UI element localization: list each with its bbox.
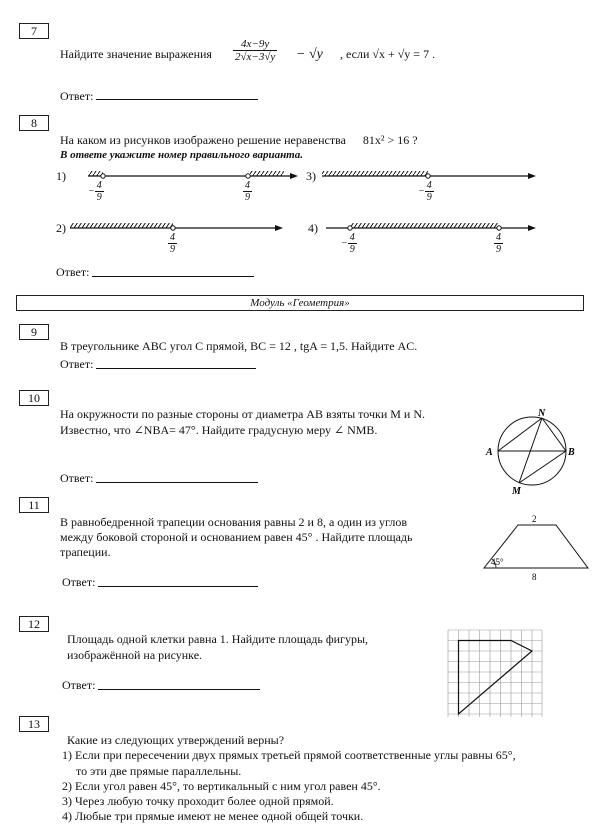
q7-prompt: Найдите значение выражения bbox=[60, 47, 212, 61]
q12-answer-label: Ответ: bbox=[62, 678, 96, 692]
q7-answer-field[interactable] bbox=[96, 99, 258, 100]
task-number-10: 10 bbox=[19, 390, 49, 406]
q7-fraction bbox=[233, 38, 277, 63]
q10-label-M: M bbox=[512, 486, 521, 497]
q11-trapezoid-diagram bbox=[474, 512, 594, 584]
q9-answer-label: Ответ: bbox=[60, 357, 94, 371]
q11-line-3: трапеции. bbox=[60, 545, 111, 559]
q11-top-label: 2 bbox=[532, 514, 537, 524]
q10-answer-field[interactable] bbox=[96, 482, 258, 483]
q8-option-2-label: 2) bbox=[56, 221, 66, 235]
q8-opt1-left-mark: − $\frac{4}{9}$ bbox=[88, 180, 102, 203]
q8-opt4-right-mark: $\frac{4}{9}$ bbox=[496, 232, 501, 255]
q8-number-lines bbox=[50, 162, 550, 262]
q13-question: Какие из следующих утверждений верны? bbox=[67, 733, 285, 747]
q13-statement-3: 3) Через любую точку проходит более одной прямой. bbox=[62, 794, 334, 808]
q11-line-1: В равнобедренной трапеции основания равны 2 и 8, а один из углов bbox=[60, 515, 408, 529]
q7-minus-sqrt: − √y bbox=[296, 47, 323, 62]
q13-statement-1a: 1) Если при пересечении двух прямых третьей прямой соответственные углы равны 65°, bbox=[62, 748, 516, 762]
q8-opt3-mark: − $\frac{4}{9}$ bbox=[418, 180, 432, 203]
q9-answer-field[interactable] bbox=[96, 368, 256, 369]
q8-option-4-label: 4) bbox=[308, 221, 318, 235]
q13-statement-2: 2) Если угол равен 45°, то вертикальный с ним угол равен 45°. bbox=[62, 779, 381, 793]
q12-line-2: изображённой на рисунке. bbox=[67, 648, 203, 662]
q12-answer-field[interactable] bbox=[98, 689, 260, 690]
task-number-8: 8 bbox=[19, 115, 49, 131]
q8-option-1[interactable] bbox=[88, 171, 298, 179]
q11-bottom-label: 8 bbox=[532, 572, 537, 582]
q13-statement-4: 4) Любые три прямые имеют не менее одной общей точки. bbox=[62, 809, 364, 823]
q8-instruction: В ответе укажите номер правильного варианта. bbox=[60, 149, 303, 161]
q10-label-N: N bbox=[538, 408, 546, 419]
q12-grid-figure bbox=[446, 628, 544, 720]
module-header: Модуль «Геометрия» bbox=[16, 295, 584, 311]
q8-option-1-label: 1) bbox=[56, 169, 66, 183]
q8-opt4-left-mark: − $\frac{4}{9}$ bbox=[341, 232, 355, 255]
q10-line-2: Известно, что ∠NBA= 47°. Найдите градусную меру ∠ NMB. bbox=[60, 423, 378, 437]
q13-statement-1b: то эти две прямые параллельны. bbox=[76, 764, 242, 778]
q11-line-2: между боковой стороной и основанием равен 45° . Найдите площадь bbox=[60, 530, 413, 544]
task-number-13: 13 bbox=[19, 716, 49, 732]
q11-answer-label: Ответ: bbox=[62, 575, 96, 589]
q7-condition: , если √x + √y = 7 . bbox=[340, 47, 436, 61]
q8-inequality: 81x² > 16 ? bbox=[362, 133, 418, 147]
q9-prompt: В треугольнике ABC угол С прямой, BC = 12 , tgA = 1,5. Найдите AC. bbox=[60, 339, 418, 353]
q7-fraction-numerator: 4x−9y bbox=[233, 38, 277, 51]
q11-answer-field[interactable] bbox=[98, 586, 258, 587]
task-number-7: 7 bbox=[19, 23, 49, 39]
q8-opt2-mark: $\frac{4}{9}$ bbox=[170, 232, 175, 255]
q8-opt1-right-mark: $\frac{4}{9}$ bbox=[245, 180, 250, 203]
q8-prompt bbox=[60, 133, 418, 148]
q8-option-3-label: 3) bbox=[306, 169, 316, 183]
q10-answer-label: Ответ: bbox=[60, 471, 94, 485]
q8-prompt-text: На каком из рисунков изображено решение неравенства bbox=[60, 133, 346, 147]
q10-label-A: A bbox=[486, 447, 493, 458]
q10-line-1: На окружности по разные стороны от диаметра AB взяты точки M и N. bbox=[60, 407, 426, 421]
q8-option-4[interactable] bbox=[326, 223, 536, 231]
q8-option-2[interactable] bbox=[70, 223, 283, 231]
q12-line-1: Площадь одной клетки равна 1. Найдите площадь фигуры, bbox=[67, 632, 369, 646]
q7-answer-label: Ответ: bbox=[60, 89, 94, 103]
q10-label-B: B bbox=[568, 447, 575, 458]
q7-text bbox=[60, 47, 212, 62]
q11-angle-label: 45° bbox=[491, 557, 504, 567]
q8-answer-label: Ответ: bbox=[56, 265, 90, 279]
task-number-11: 11 bbox=[19, 497, 49, 513]
q8-option-3[interactable] bbox=[322, 171, 536, 179]
q7-fraction-denominator: 2√x−3√y bbox=[235, 51, 276, 63]
q10-circle-diagram bbox=[480, 406, 580, 498]
task-number-12: 12 bbox=[19, 616, 49, 632]
task-number-9: 9 bbox=[19, 324, 49, 340]
q8-answer-field[interactable] bbox=[92, 276, 254, 277]
